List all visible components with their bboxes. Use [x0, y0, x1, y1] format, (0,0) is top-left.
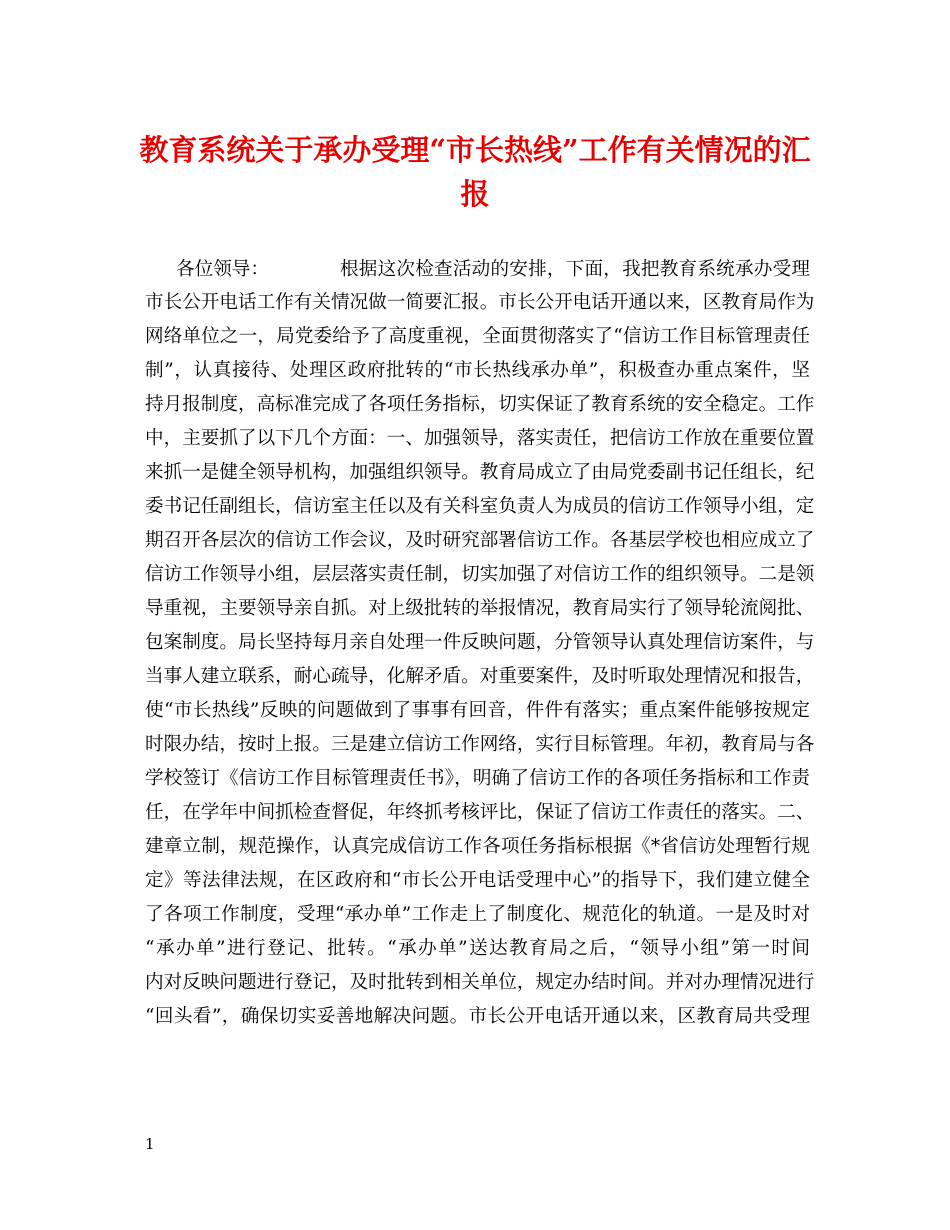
body-line: 使“市长热线”反映的问题做到了事事有回音，件件有落实；重点案件能够按规定: [145, 700, 810, 721]
body-line: 制”，认真接待、处理区政府批转的“市长热线承办单”，积极查办重点案件，坚: [145, 360, 810, 381]
body-line: “承办单”进行登记、批转。“承办单”送达教育局之后，“领导小组”第一时间: [145, 938, 810, 959]
salutation: 各位领导：: [176, 259, 269, 280]
document-title-line-2: 报: [460, 177, 490, 211]
body-line: 了各项工作制度，受理“承办单”工作走上了制度化、规范化的轨道。一是及时对: [145, 904, 810, 925]
body-line: 来抓一是健全领导机构，加强组织领导。教育局成立了由局党委副书记任组长，纪: [145, 462, 815, 483]
body-line: 期召开各层次的信访工作会议，及时研究部署信访工作。各基层学校也相应成立了: [145, 530, 815, 551]
document-title-line-1: 教育系统关于承办受理“市长热线”工作有关情况的汇: [139, 133, 811, 167]
body-line: 持月报制度，高标准完成了各项任务指标，切实保证了教育系统的安全稳定。工作: [145, 394, 815, 415]
body-line: 建章立制，规范操作，认真完成信访工作各项任务指标根据《*省信访处理暂行规: [145, 836, 810, 857]
body-line: 导重视，主要领导亲自抓。对上级批转的举报情况，教育局实行了领导轮流阅批、: [145, 598, 815, 619]
page-number: 1: [145, 1135, 155, 1153]
body-line: 内对反映问题进行登记，及时批转到相关单位，规定办结时间。并对办理情况进行: [145, 972, 815, 993]
body-line: 包案制度。局长坚持每月亲自处理一件反映问题，分管领导认真处理信访案件，与: [145, 632, 815, 653]
opening-sentence: 根据这次检查活动的安排，下面，我把教育系统承办受理: [340, 259, 810, 280]
body-line: 任，在学年中间抓检查督促，年终抓考核评比，保证了信访工作责任的落实。二、: [145, 802, 815, 823]
body-line: 信访工作领导小组，层层落实责任制，切实加强了对信访工作的组织领导。二是领: [145, 564, 815, 585]
body-line: 委书记任副组长，信访室主任以及有关科室负责人为成员的信访工作领导小组，定: [145, 496, 815, 517]
body-line: 中，主要抓了以下几个方面：一、加强领导，落实责任，把信访工作放在重要位置: [145, 428, 815, 449]
body-line: 学校签订《信访工作目标管理责任书》，明确了信访工作的各项任务指标和工作责: [145, 768, 810, 789]
body-line: 定》等法律法规，在区政府和“市长公开电话受理中心”的指导下，我们建立健全: [145, 870, 810, 891]
body-line: 时限办结，按时上报。三是建立信访工作网络，实行目标管理。年初，教育局与各: [145, 734, 815, 755]
body-line: 当事人建立联系，耐心疏导，化解矛盾。对重要案件，及时听取处理情况和报告，: [145, 666, 815, 687]
body-line: “回头看”，确保切实妥善地解决问题。市长公开电话开通以来，区教育局共受理: [145, 1006, 810, 1027]
body-line: 网络单位之一，局党委给予了高度重视，全面贯彻落实了“信访工作目标管理责任: [145, 326, 810, 347]
body-line: 市长公开电话工作有关情况做一简要汇报。市长公开电话开通以来，区教育局作为: [145, 292, 815, 313]
